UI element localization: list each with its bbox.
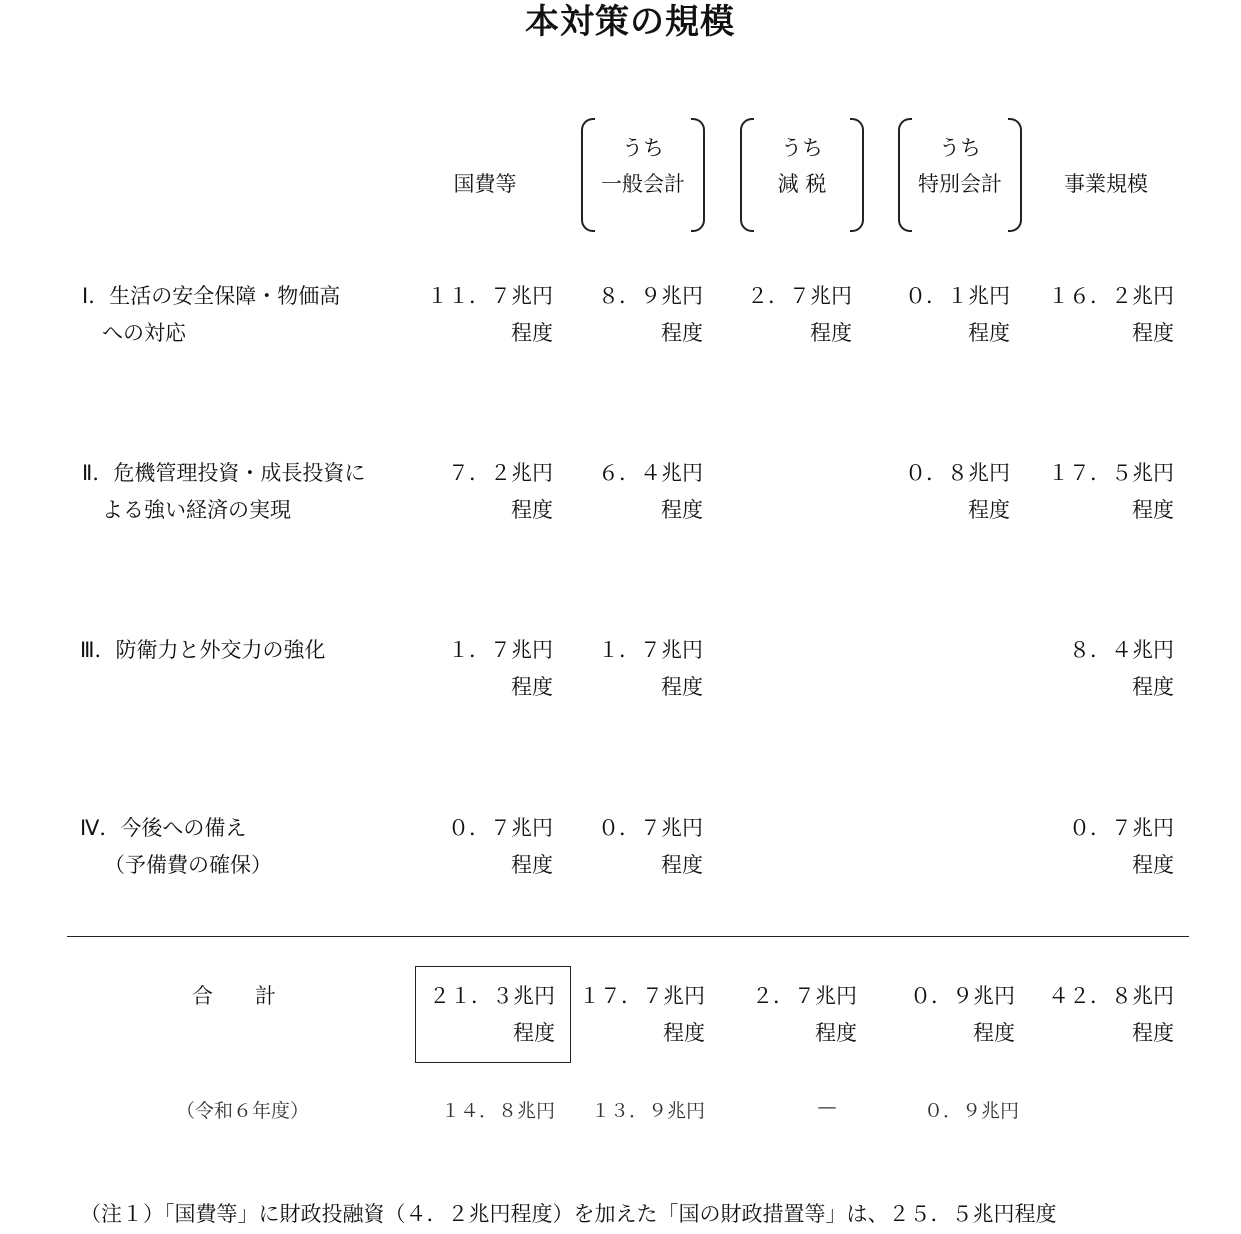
header-general-account-prefix: うち [622,136,664,160]
row-3-scale: ８．４兆円 程度 [1069,638,1174,699]
previous-general: １３．９兆円 [590,1100,705,1122]
header-general-account: 一般会計 [601,172,685,196]
total-taxcut: ２．７兆円 程度 [752,984,857,1045]
row-2-national: ７．２兆円 程度 [448,461,553,522]
header-tax-cut: 減 税 [777,172,827,196]
header-special-account: 特別会計 [918,172,1002,196]
row-2-special: ０．８兆円 程度 [905,461,1010,522]
row-4-scale: ０．７兆円 程度 [1069,816,1174,877]
total-scale: ４２．８兆円 程度 [1048,984,1174,1045]
previous-special: ０．９兆円 [923,1100,1019,1122]
row-1-taxcut: ２．７兆円 程度 [747,284,852,345]
total-separator [67,936,1189,937]
header-tax-cut-prefix: うち [781,136,823,160]
total-general: １７．７兆円 程度 [579,984,705,1045]
footnote: （注１）「国費等」に財政投融資（４．２兆円程度）を加えた「国の財政措置等」は、２５．５兆円程度 [80,1202,1057,1226]
row-1-scale: １６．２兆円 程度 [1048,284,1174,345]
row-3-national: １．７兆円 程度 [448,638,553,699]
row-1-general: ８．９兆円 程度 [598,284,703,345]
page-title: 本対策の規模 [525,2,735,42]
row-2-scale: １７．５兆円 程度 [1048,461,1174,522]
row-3-label: Ⅲ．防衛力と外交力の強化 [80,638,326,662]
row-4-label: Ⅳ．今後への備え （予備費の確保） [80,816,272,877]
previous-taxcut: — [817,1096,837,1118]
total-special: ０．９兆円 程度 [910,984,1015,1045]
row-2-label: Ⅱ．危機管理投資・成長投資に よる強い経済の実現 [82,461,366,522]
header-special-account-prefix: うち [939,136,981,160]
previous-national: １４．８兆円 [440,1100,555,1122]
row-1-special: ０．１兆円 程度 [905,284,1010,345]
header-national-expense: 国費等 [453,172,517,196]
row-4-national: ０．７兆円 程度 [448,816,553,877]
header-project-scale: 事業規模 [1064,172,1148,196]
row-1-label: Ⅰ．生活の安全保障・物価高 への対応 [82,284,341,345]
row-2-general: ６．４兆円 程度 [598,461,703,522]
total-national: ２１．３兆円 程度 [429,984,555,1045]
row-4-general: ０．７兆円 程度 [598,816,703,877]
previous-label: （令和６年度） [176,1100,310,1122]
row-1-national: １１．７兆円 程度 [427,284,553,345]
row-3-general: １．７兆円 程度 [598,638,703,699]
total-label: 合 計 [192,984,276,1008]
